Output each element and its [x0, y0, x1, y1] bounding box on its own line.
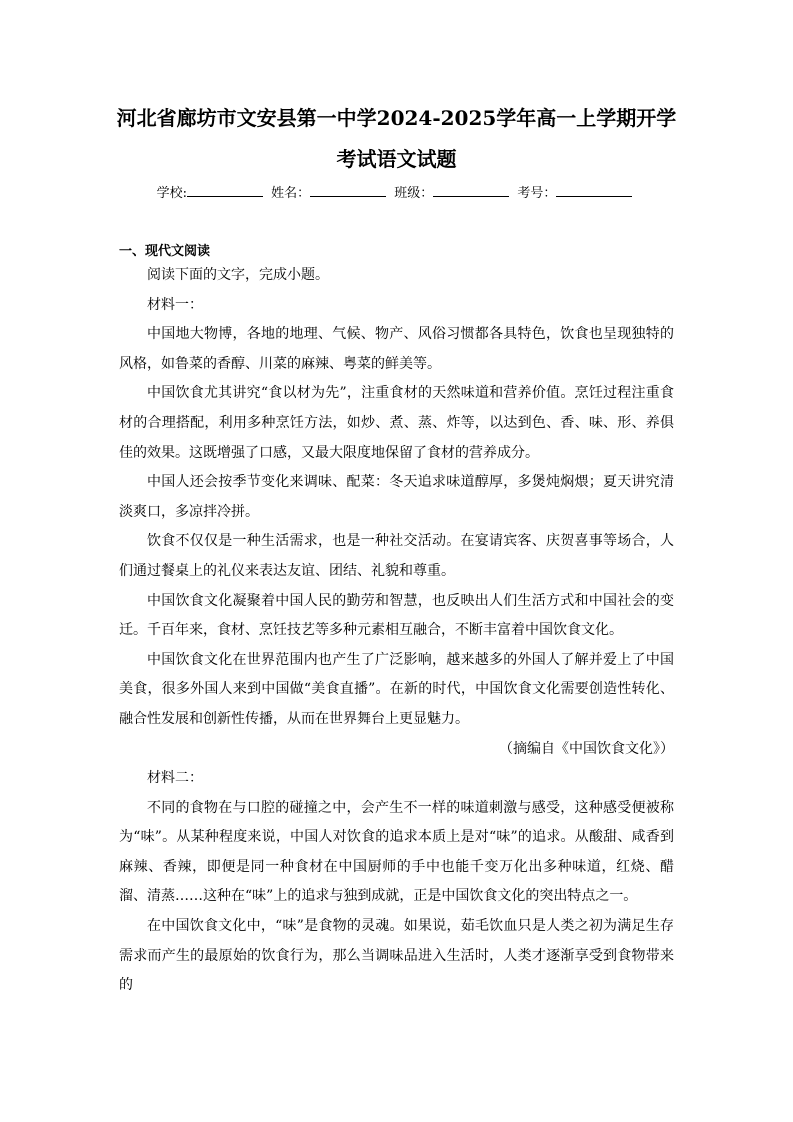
- material-1-paragraph: 中国饮食尤其讲究“食以材为先”，注重食材的天然味道和营养价值。烹饪过程注重食材的合理搭配，利用多种烹饪方法，如炒、煮、蒸、炸等，以达到色、香、味、形、养俱佳的效果。这既增强了口感，又最大限度地保留了食材的营养成分。: [119, 385, 674, 461]
- document-title-line-2: 考试语文试题: [336, 147, 457, 171]
- material-1-paragraph: 中国人还会按季节变化来调味、配菜：冬天追求味道醇厚，多煲炖焖煨；夏天讲究清淡爽口，多凉拌冷拼。: [119, 474, 674, 520]
- number-label: 考号：: [517, 186, 557, 201]
- material-2-paragraph: 不同的食物在与口腔的碰撞之中，会产生不一样的味道刺激与感受，这种感受便被称为“味”。从某种程度来说，中国人对饮食的追求本质上是对“味”的追求。从酸甜、咸香到麻辣、香辣，即便是同一种食材在中国厨师的手中也能千变万化出多种味道，红烧、醋溜、清蒸……这种在“味”上的追求与独到成就，正是中国饮食文化的突出特点之一。: [119, 799, 674, 905]
- material-1-paragraph: 中国地大物博，各地的地理、气候、物产、风俗习惯都各具特色，饮食也呈现独特的风格，如鲁菜的香醇、川菜的麻辣、粤菜的鲜美等。: [119, 326, 674, 372]
- student-info-row: [0, 183, 793, 203]
- document-title-line-1: 河北省廊坊市文安县第一中学2024-2025学年高一上学期开学: [116, 106, 677, 130]
- material-2-label: 材料二：: [147, 770, 203, 787]
- instruction-text: 阅读下面的文字，完成小题。: [147, 267, 329, 283]
- number-blank[interactable]: [556, 183, 632, 197]
- material-1-paragraph: 中国饮食文化凝聚着中国人民的勤劳和智慧，也反映出人们生活方式和中国社会的变迁。千百年来，食材、烹饪技艺等多种元素相互融合，不断丰富着中国饮食文化。: [119, 592, 674, 639]
- name-blank[interactable]: [310, 183, 386, 197]
- class-blank[interactable]: [433, 183, 509, 197]
- reading-body: [119, 261, 674, 1001]
- material-1-source: （摘编自《中国饮食文化》）: [499, 740, 674, 757]
- section-heading: 一、现代文阅读: [119, 244, 211, 259]
- material-1-label: 材料一：: [147, 296, 203, 313]
- material-2-paragraph: 在中国饮食文化中，“味”是食物的灵魂。如果说，茹毛饮血只是人类之初为满足生存需求而产生的最原始的饮食行为，那么当调味品进入生活时，人类才逐渐享受到食物带来的: [119, 918, 674, 994]
- name-label: 姓名：: [271, 186, 311, 201]
- material-1-paragraph: 中国饮食文化在世界范围内也产生了广泛影响，越来越多的外国人了解并爱上了中国美食，很多外国人来到中国做“美食直播”。在新的时代，中国饮食文化需要创造性转化、融合性发展和创新性传播，从而在世界舞台上更显魅力。: [119, 651, 674, 727]
- material-1-paragraph: 饮食不仅仅是一种生活需求，也是一种社交活动。在宴请宾客、庆贺喜事等场合，人们通过餐桌上的礼仪来表达友谊、团结、礼貌和尊重。: [119, 533, 674, 579]
- school-label: 学校:: [156, 186, 187, 201]
- class-label: 班级：: [394, 186, 434, 201]
- school-blank[interactable]: [187, 183, 263, 197]
